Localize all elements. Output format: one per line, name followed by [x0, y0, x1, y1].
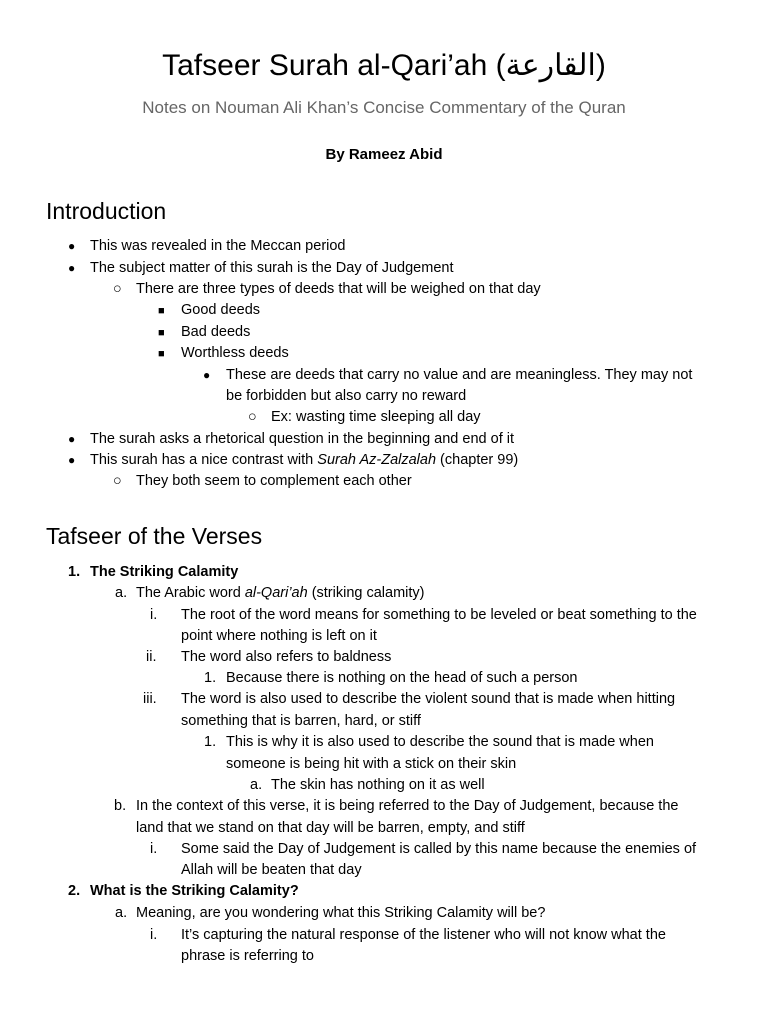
list-letter: a. — [250, 777, 263, 793]
list-number: 2. — [68, 883, 81, 899]
author-line: By Rameez Abid — [325, 146, 443, 163]
bullet-marker: ● — [68, 432, 76, 446]
worthless-note-line-1: These are deeds that carry no value and are meaningless. They may not — [226, 367, 693, 383]
bullet-marker: ● — [68, 453, 76, 467]
sub-bullet-marker: ○ — [113, 281, 122, 297]
intro-bullet-4-post: (chapter 99) — [436, 452, 519, 468]
bullet-marker: ● — [68, 261, 76, 275]
verse-1-a-iii-1-a: The skin has nothing on it as well — [271, 777, 485, 793]
square-bullet-marker: ■ — [158, 348, 165, 360]
worthless-example: Ex: wasting time sleeping all day — [271, 409, 481, 425]
intro-bullet-1: This was revealed in the Meccan period — [90, 238, 346, 254]
intro-bullet-3: The surah asks a rhetorical question in the beginning and end of it — [90, 431, 514, 447]
verse-1-b-i-line-2: Allah will be beaten that day — [181, 862, 362, 878]
verse-1-a-ii-1: Because there is nothing on the head of such a person — [226, 670, 578, 686]
list-roman: iii. — [143, 691, 157, 707]
verse-2-title: What is the Striking Calamity? — [90, 883, 299, 899]
heading-tafseer: Tafseer of the Verses — [46, 523, 263, 549]
verse-1-b-line-1: In the context of this verse, it is being referred to the Day of Judgement, because the — [136, 798, 679, 814]
deed-good: Good deeds — [181, 302, 261, 318]
deed-worthless: Worthless deeds — [181, 345, 289, 361]
worthless-note-line-2: be forbidden but also carry no reward — [226, 388, 467, 404]
list-letter: a. — [115, 585, 128, 601]
document-title: Tafseer Surah al-Qari’ah (القارعة) — [162, 49, 606, 82]
list-number: 1. — [204, 734, 217, 750]
verse-1-a-iii-line-1: The word is also used to describe the violent sound that is made when hitting — [181, 691, 676, 707]
verse-1-a-iii-1-line-2: someone is being hit with a stick on their skin — [226, 756, 517, 772]
square-bullet-marker: ■ — [158, 305, 165, 317]
document-subtitle: Notes on Nouman Ali Khan’s Concise Commentary of the Quran — [142, 98, 626, 117]
verse-1-b-line-2: land that we stand on that day will be barren, empty, and stiff — [136, 820, 525, 836]
verse-2-a-i-line-1: It’s capturing the natural response of the listener who will not know what the — [181, 927, 666, 943]
intro-bullet-2-sub: There are three types of deeds that will be weighed on that day — [136, 281, 541, 297]
intro-bullet-4-sub: They both seem to complement each other — [136, 473, 412, 489]
verse-1-a-iii-line-2: something that is barren, hard, or stiff — [181, 713, 421, 729]
verse-1-a-post: (striking calamity) — [307, 585, 425, 601]
intro-bullet-4-italic: Surah Az-Zalzalah — [317, 452, 437, 468]
square-bullet-marker: ■ — [158, 327, 165, 339]
sub-bullet-marker: ○ — [248, 409, 257, 425]
list-number: 1. — [68, 564, 81, 580]
list-letter: a. — [115, 905, 128, 921]
intro-bullet-4-pre: This surah has a nice contrast with — [90, 452, 318, 468]
verse-1-a-iii-1-line-1: This is why it is also used to describe the sound that is made when — [226, 734, 654, 750]
sub-bullet-marker: ○ — [113, 473, 122, 489]
verse-1-a — [136, 583, 425, 603]
deed-bad: Bad deeds — [181, 324, 251, 340]
bullet-marker: ● — [68, 239, 76, 253]
verse-1-b-i-line-1: Some said the Day of Judgement is called by this name because the enemies of — [181, 841, 697, 857]
verse-1-a-ii: The word also refers to baldness — [181, 649, 392, 665]
list-roman: i. — [150, 607, 158, 623]
verse-1-title: The Striking Calamity — [90, 564, 239, 580]
list-roman: i. — [150, 927, 158, 943]
verse-2-a-i-line-2: phrase is referring to — [181, 948, 314, 964]
list-number: 1. — [204, 670, 217, 686]
heading-introduction: Introduction — [46, 198, 167, 224]
intro-bullet-2: The subject matter of this surah is the Day of Judgement — [90, 260, 454, 276]
list-roman: i. — [150, 841, 158, 857]
bullet-marker: ● — [203, 368, 211, 382]
verse-1-a-pre: The Arabic word — [136, 585, 245, 601]
verse-1-a-i-line-1: The root of the word means for something to be leveled or beat something to the — [181, 607, 697, 623]
verse-1-a-i-line-2: point where nothing is left on it — [181, 628, 377, 644]
list-letter: b. — [114, 798, 127, 814]
intro-bullet-4 — [90, 450, 518, 470]
verse-2-a: Meaning, are you wondering what this Striking Calamity will be? — [136, 905, 546, 921]
verse-1-a-italic: al-Qari’ah — [244, 585, 308, 601]
list-roman: ii. — [146, 649, 157, 665]
